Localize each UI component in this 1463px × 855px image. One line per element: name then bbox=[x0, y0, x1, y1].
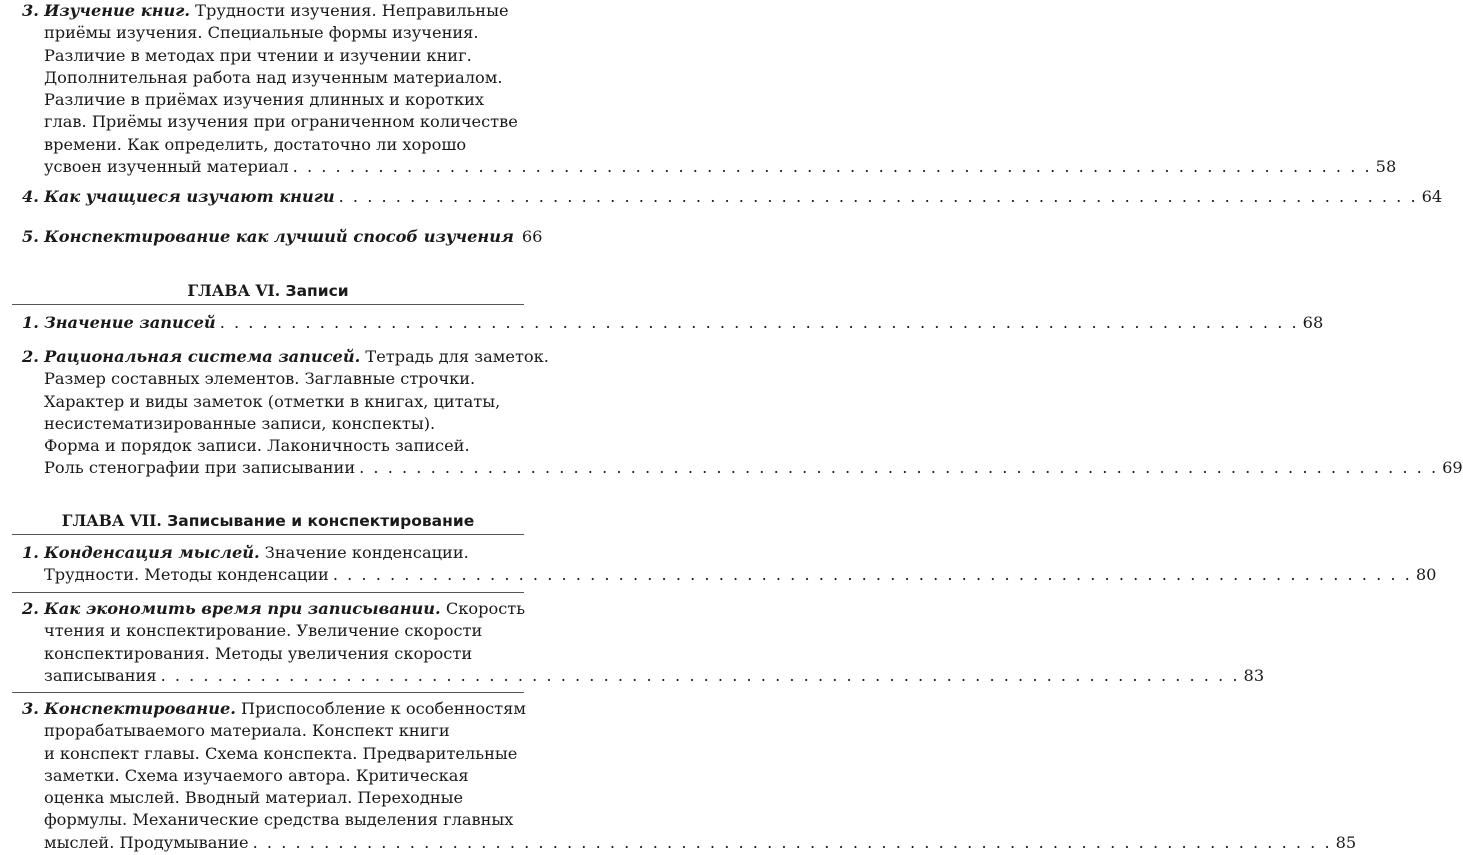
toc-entry[interactable] bbox=[0, 346, 1463, 480]
entry-number: 3. bbox=[22, 699, 39, 718]
entry-heading: Как учащиеся изучают книги bbox=[44, 187, 335, 206]
chapter-label: ГЛАВА VII. bbox=[61, 511, 162, 530]
entry-text: несистематизированные записи, конспекты). bbox=[44, 413, 436, 433]
dot-leader bbox=[220, 312, 1299, 334]
entry-heading: Рациональная система записей. bbox=[44, 347, 361, 366]
entry-number: 1. bbox=[22, 313, 39, 332]
chapter-heading bbox=[0, 510, 536, 532]
divider bbox=[12, 534, 524, 535]
entry-last-line bbox=[0, 564, 1437, 586]
entry-last-line bbox=[0, 832, 1357, 854]
dot-leader bbox=[161, 665, 1240, 687]
chapter-label: ГЛАВА VI. bbox=[187, 281, 281, 300]
dot-leader bbox=[333, 564, 1412, 586]
entry-heading: Конденсация мыслей. bbox=[44, 543, 260, 562]
divider bbox=[12, 592, 524, 593]
entry-text: приёмы изучения. Специальные формы изучения. bbox=[44, 23, 479, 43]
entry-text: мыслей. Продумывание bbox=[44, 832, 249, 852]
entry-text: и конспект главы. Схема конспекта. Предварительные bbox=[44, 743, 518, 763]
entry-last-line bbox=[0, 226, 543, 248]
toc-entry[interactable] bbox=[0, 598, 1265, 687]
divider bbox=[12, 304, 524, 305]
entry-text: Роль стенографии при записывании bbox=[44, 458, 356, 478]
entry-heading: Значение записей bbox=[44, 313, 216, 332]
toc-entry-line bbox=[0, 698, 536, 720]
entry-text: записывания bbox=[44, 665, 157, 685]
dot-leader bbox=[293, 156, 1372, 178]
entry-text: Тетрадь для заметок. bbox=[360, 347, 549, 366]
dot-leader bbox=[253, 832, 1332, 854]
entry-text: усвоен изученный материал bbox=[44, 157, 289, 177]
divider bbox=[12, 692, 524, 693]
entry-text: Размер составных элементов. Заглавные строчки. bbox=[44, 369, 476, 389]
toc-entry[interactable] bbox=[0, 542, 1437, 587]
entry-heading: Конспектирование как лучший способ изучения bbox=[44, 227, 514, 246]
entry-text: времени. Как определить, достаточно ли хорошо bbox=[44, 134, 467, 154]
entry-heading: Изучение книг. bbox=[44, 1, 191, 20]
page-number: 83 bbox=[1243, 665, 1265, 685]
dot-leader bbox=[359, 457, 1438, 479]
page-number: 80 bbox=[1415, 565, 1437, 585]
toc-entry[interactable] bbox=[0, 0, 1397, 178]
toc-entry-line bbox=[0, 346, 549, 368]
entry-last-line bbox=[0, 156, 1397, 178]
entry-number: 3. bbox=[22, 1, 39, 20]
toc-entry[interactable] bbox=[0, 186, 1443, 208]
entry-text: Характер и виды заметок (отметки в книгах, цитаты, bbox=[44, 391, 501, 411]
toc-entry[interactable] bbox=[0, 226, 543, 248]
entry-text: заметки. Схема изучаемого автора. Критическая bbox=[44, 765, 469, 785]
entry-text: Дополнительная работа над изученным материалом. bbox=[44, 67, 503, 87]
toc-entry[interactable] bbox=[0, 698, 1357, 854]
page-number: 69 bbox=[1442, 458, 1463, 478]
entry-text: конспектирования. Методы увеличения скорости bbox=[44, 643, 473, 663]
entry-text: Трудности изучения. Неправильные bbox=[190, 1, 509, 20]
entry-text: Форма и порядок записи. Лаконичность записей. bbox=[44, 436, 470, 456]
entry-text: формулы. Механические средства выделения главных bbox=[44, 810, 514, 830]
entry-text: прорабатываемого материала. Конспект книги bbox=[44, 721, 450, 741]
entry-last-line bbox=[0, 665, 1265, 687]
entry-number: 2. bbox=[22, 599, 39, 618]
entry-number: 5. bbox=[22, 227, 39, 246]
page-number: 66 bbox=[521, 227, 543, 246]
chapter-heading bbox=[0, 280, 536, 302]
entry-text: Трудности. Методы конденсации bbox=[44, 565, 329, 585]
entry-text: Значение конденсации. bbox=[259, 543, 469, 562]
entry-last-line bbox=[0, 186, 1443, 208]
entry-number: 2. bbox=[22, 347, 39, 366]
dot-leader bbox=[339, 186, 1418, 208]
entry-heading: Конспектирование. bbox=[44, 699, 236, 718]
page-number: 64 bbox=[1421, 187, 1443, 206]
entry-text: Приспособление к особенностям bbox=[235, 699, 526, 718]
toc-entry-line bbox=[0, 0, 536, 22]
chapter-title: Записи bbox=[280, 282, 349, 300]
entry-text: Различие в приёмах изучения длинных и коротких bbox=[44, 90, 484, 110]
chapter-title: Записывание и конспектирование bbox=[161, 512, 475, 530]
entry-last-line bbox=[0, 312, 1324, 334]
page-number: 58 bbox=[1375, 157, 1397, 177]
toc-entry-line bbox=[0, 542, 536, 564]
entry-number: 4. bbox=[22, 187, 39, 206]
entry-heading: Как экономить время при записывании. bbox=[44, 599, 441, 618]
toc-entry[interactable] bbox=[0, 312, 1324, 334]
entry-text: глав. Приёмы изучения при ограниченном количестве bbox=[44, 112, 518, 132]
entry-text: Различие в методах при чтении и изучении книг. bbox=[44, 45, 472, 65]
toc-entry-line bbox=[0, 598, 536, 620]
page-number: 85 bbox=[1335, 832, 1357, 852]
entry-last-line bbox=[0, 457, 1463, 479]
entry-text: оценка мыслей. Вводный материал. Переходные bbox=[44, 788, 464, 808]
entry-number: 1. bbox=[22, 543, 39, 562]
entry-text: чтения и конспектирование. Увеличение скорости bbox=[44, 621, 483, 641]
page-number: 68 bbox=[1302, 313, 1324, 332]
entry-text: Скорость bbox=[440, 599, 526, 618]
